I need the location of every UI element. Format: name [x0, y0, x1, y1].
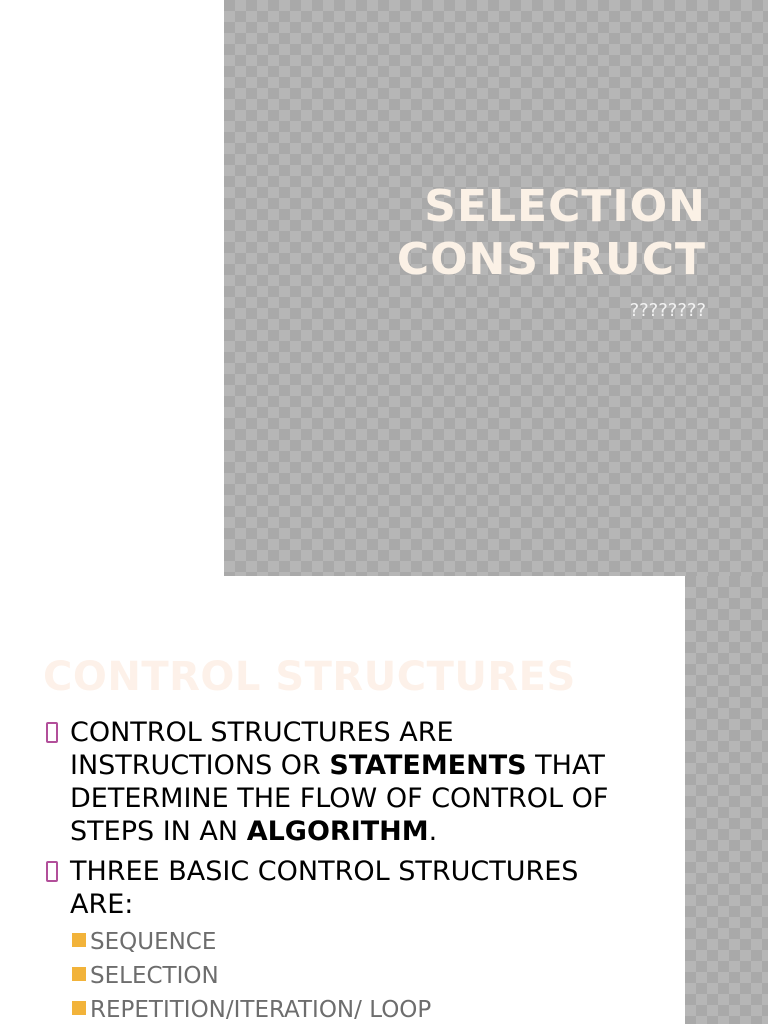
square-bullet-icon	[72, 1001, 86, 1015]
sub-list-item	[72, 963, 219, 989]
slide-subtitle: ????????	[629, 300, 706, 321]
square-bullet-icon	[72, 933, 86, 947]
bold-term-statements: STATEMENTS	[329, 750, 527, 781]
slide-title-line2: CONSTRUCT	[396, 234, 706, 285]
bullet-text: THREE BASIC CONTROL STRUCTURES ARE:	[70, 856, 579, 920]
bullet-item	[46, 855, 646, 921]
sub-list-label: SELECTION	[90, 963, 219, 989]
sub-list-item	[72, 929, 216, 955]
slide-title	[397, 180, 706, 286]
bullet-text-part: .	[428, 816, 438, 847]
bullet-item	[46, 716, 646, 848]
bullet-text	[70, 716, 646, 848]
bullet-marker-icon	[46, 722, 58, 743]
square-bullet-icon	[72, 967, 86, 981]
sub-list-item	[72, 997, 431, 1023]
bullet-marker-icon	[46, 861, 58, 882]
sub-list-label: REPETITION/ITERATION/ LOOP	[90, 997, 432, 1023]
bullet-text-part: THAT DETERMINE THE FLOW OF CONTROL OF STEPS IN AN	[70, 750, 609, 847]
sub-list-label: SEQUENCE	[90, 929, 217, 955]
bullet-text-part: CONTROL STRUCTURES ARE INSTRUCTIONS OR	[70, 717, 454, 781]
title-slide-background	[224, 0, 768, 576]
slide-title-line1: SELECTION	[424, 181, 706, 232]
side-pattern-strip	[685, 576, 768, 1024]
slide-heading: CONTROL STRUCTURES	[43, 654, 576, 700]
bold-term-algorithm: ALGORITHM	[246, 816, 429, 847]
content-slide	[0, 576, 685, 1024]
